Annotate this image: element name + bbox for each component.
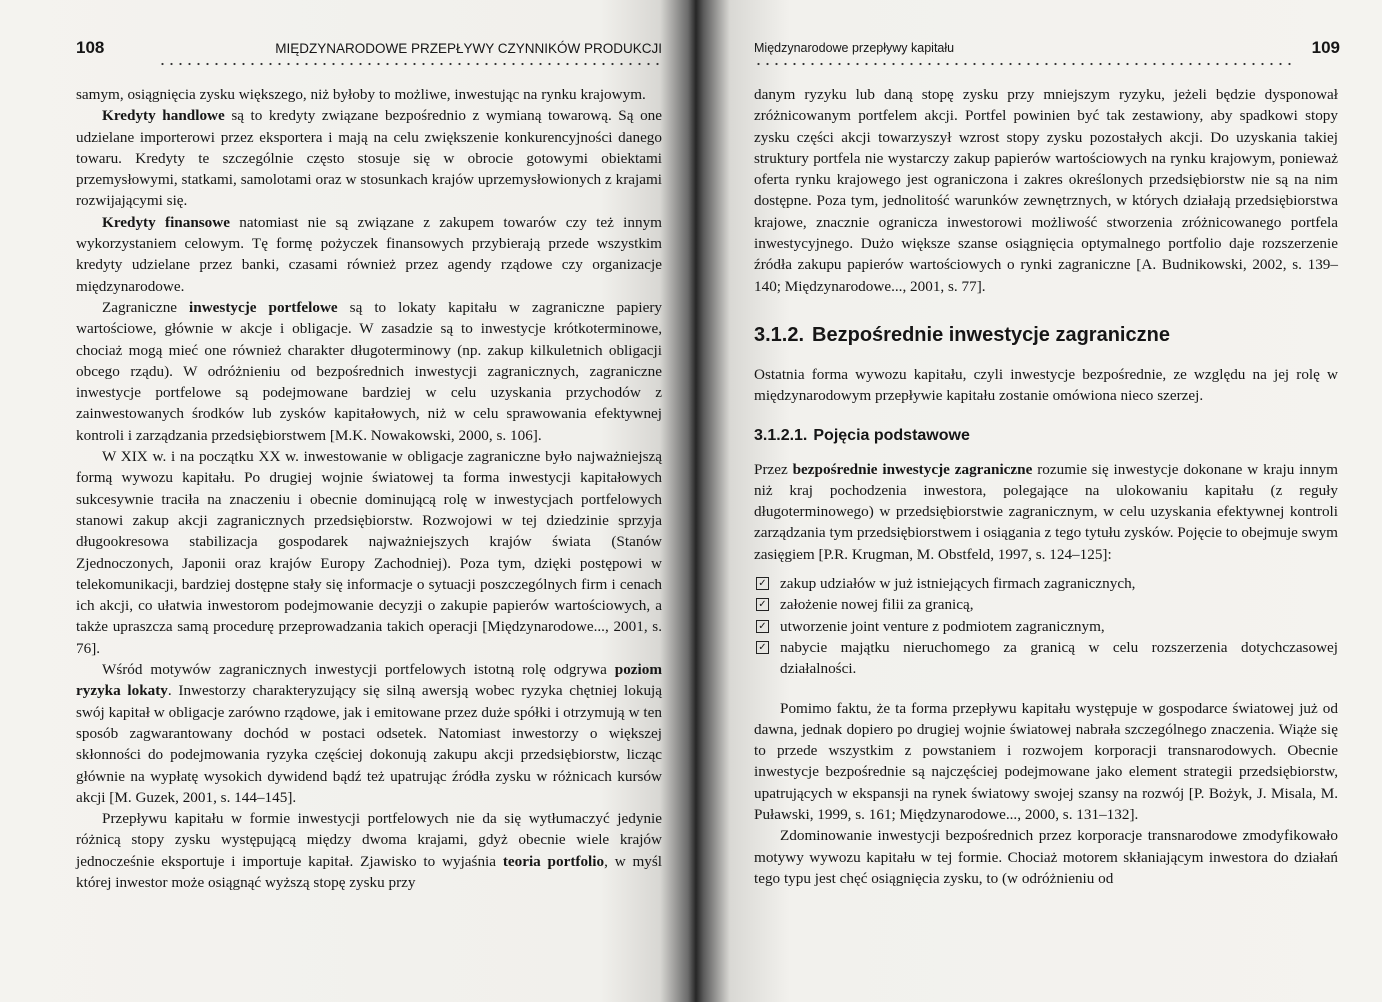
paragraph: Pomimo faktu, że ta forma przepływu kapitału występuje w gospodarce światowej już od dawna, jednak dopiero po drugiej wojnie światowej nabrała szczególnego znaczenia. Wiąże się to przede wszystkim z powstaniem i rozwojem korporacji transnarodowych. Obecnie inwestycje bezpośrednie są najczęściej podejmowane jako element strategii przedsiębiorstw, upatrujących w ekspansji na rynek światowy swojej szansy na rozwój [P. Bożyk, J. Misala, M. Puławski, 1999, s. 161; Międzynarodowe..., 2000, s. 131–132]. <box>754 699 1338 824</box>
right-page-header <box>754 38 1340 60</box>
left-page-body <box>76 84 662 893</box>
bold-term: Kredyty handlowe <box>102 107 225 125</box>
checkbox-icon: ✓ <box>756 598 769 611</box>
left-page-header <box>76 38 662 60</box>
right-page-body <box>754 84 1338 889</box>
paragraph: danym ryzyku lub daną stopę zysku przy mniejszym ryzyku, jeżeli będzie dysponował zróżnicowanym portfelem akcji. Portfel powinien być tak zestawiony, aby spadkowi stopy zysku części akcji towarzyszył wzrost stopy zysku pozostałych akcji. Do uzyskania takiej struktury portfela nie wystarczy zakup papierów wartościowych na rynku krajowym, ponieważ oferta rynku krajowego jest ograniczona i zakres określonych przedsiębiorstw nie są na nim dostępne. Poza tym, jednolitość warunków zewnętrznych, w których działają przedsiębiorstwa krajowe, znacznie ogranicza inwestorowi możliwość stworzenia zróżnicowanego portfela inwestycyjnego. Dużo większe szanse osiągnięcia optymalnego portfolio daje rozszerzenie źródła zakupu papierów wartościowych o rynki zagraniczne [A. Budnikowski, 2002, s. 139–140; Międzynarodowe..., 2001, s. 77]. <box>754 86 1338 295</box>
list-item: ✓ nabycie majątku nieruchomego za granicą w celu rozszerzenia dotychczasowej działalności. <box>754 637 1338 680</box>
bold-term: Kredyty finansowe <box>102 213 230 231</box>
paragraph: Ostatnia forma wywozu kapitału, czyli inwestycje bezpośrednie, ze względu na jej rolę w międzynarodowym przepływie kapitału zostanie omówiona nieco szerzej. <box>754 365 1338 405</box>
paragraph: Przepływu kapitału w formie inwestycji portfelowych nie da się wytłumaczyć jedynie różnicą stopy zysku występującą między dwoma krajami, gdyż obecnie wiele krajów jednocześnie eksportuje i importuje kapitał. Zjawisko to wyjaśnia teoria portfolio, w myśl której inwestor może osiągnąć wyższą stopę zysku przy <box>76 810 662 891</box>
definition-paragraph: Przez bezpośrednie inwestycje zagraniczne rozumie się inwestycje dokonane w kraju innym niż kraj pochodzenia inwestora, polegające na ulokowaniu kapitału (z reguły długoterminowego) w przedsiębiorstwie zagranicznym, w celu uzyskania efektywnej kontroli zarządzania tym przedsiębiorstwem i osiągania z tego tytułu zysków. Pojęcie to obejmuje swym zasięgiem [P.R. Krugman, M. Obstfeld, 1997, s. 124–125]: <box>754 460 1338 563</box>
bold-term: poziom ryzyka lokaty <box>76 661 662 700</box>
paragraph: Wśród motywów zagranicznych inwestycji portfelowych istotną rolę odgrywa poziom ryzyka lokaty. Inwestorzy charakteryzujący się silną awersją wobec ryzyka chętniej lokują swój kapitał w obligacje zarówno rządowe, jak i emitowane przez duże spółki i otrzymują w ten sposób zagwarantowany dochód w postaci odsetek. Natomiast inwestorzy o większej skłonności do podejmowania ryzyka częściej dokonują zakupu akcji przedsiębiorstw, licząc głównie na wypłatę wysokich dywidend bądź też upatrując źródła zysku w różnicach kursów akcji [M. Guzek, 2001, s. 144–145]. <box>76 661 662 806</box>
running-title: Międzynarodowe przepływy kapitału <box>754 41 955 55</box>
bold-term: bezpośrednie inwestycje zagraniczne <box>792 460 1033 478</box>
page-number: 109 <box>1311 38 1340 57</box>
paragraph: Kredyty finansowe natomiast nie są związane z zakupem towarów czy też innym wykorzystaniem celowym. Tę formę pożyczek finansowych przybierają przede wszystkim kredyty udzielane przez banki, czasami również przez agendy rządowe czy organizacje międzynarodowe. <box>76 213 662 295</box>
paragraph: Kredyty handlowe są to kredyty związane bezpośrednio z wymianą towarową. Są one udzielane importerowi przez eksportera i mają na celu zwiększenie konkurencyjności danego towaru. Kredyty te szczególnie często stosuje się w obrocie gotowymi obiektami przemysłowymi, statkami, samolotami oraz w stosunkach krajów uprzemysłowionych z krajami rozwijającymi się. <box>76 107 662 210</box>
list-item: ✓ utworzenie joint venture z podmiotem zagranicznym, <box>754 616 1338 637</box>
dotted-rule <box>158 61 662 67</box>
list-item: ✓ zakup udziałów w już istniejących firmach zagranicznych, <box>754 573 1338 594</box>
paragraph: W XIX w. i na początku XX w. inwestowanie w obligacje zagraniczne było najważniejszą formą wywozu kapitału. Po drugiej wojnie światowej ta forma inwestycji kapitałowych sukcesywnie traciła na znaczeniu i obecnie dominującą rolę w inwestycjach portfelowych stanowi zakup akcji zagranicznych przedsiębiorstw. Rozwojowi w tej dziedzinie sprzyja długookresowa stabilizacja gospodarek najważniejszych krajów świata (Stanów Zjednoczonych, Japonii oraz krajów Europy Zachodniej). Poza tym, dzięki postępowi w telekomunikacji, bardziej dostępne stały się informacje o sytuacji poszczególnych firm i cenach ich akcji, co ułatwia inwestorom podejmowanie decyzji o zakupie papierów wartościowych, a także upraszcza samą procedurę przeprowadzania takich operacji [Międzynarodowe..., 2001, s. 76]. <box>76 448 662 657</box>
checkbox-icon: ✓ <box>756 620 769 633</box>
bold-term: inwestycje portfelowe <box>189 298 338 316</box>
paragraph: samym, osiągnięcia zysku większego, niż byłoby to możliwe, inwestując na rynku krajowym. <box>76 86 646 103</box>
subsection-heading: 3.1.2.1. Pojęcia podstawowe <box>754 426 970 444</box>
checkbox-icon: ✓ <box>756 641 769 654</box>
paragraph: Zagraniczne inwestycje portfelowe są to lokaty kapitału w zagraniczne papiery wartościowe, głównie w akcje i obligacje. W zasadzie są to inwestycje krótkoterminowe, chociaż mogą mieć one również charakter długoterminowy (np. zakup kilkuletnich obligacji obcego rządu). W odróżnieniu od bezpośrednich inwestycji zagranicznych, zagraniczne inwestycje portfelowe są podejmowane bardziej w celu uzyskania przychodów z zainwestowanych środków lub zysków kapitałowych, niż w celu sprawowania efektywnej kontroli i zarządzania przedsiębiorstwem [M.K. Nowakowski, 2000, s. 106]. <box>76 298 662 444</box>
right-page <box>700 0 1382 1002</box>
list-item: ✓ założenie nowej filii za granicą, <box>754 594 1338 615</box>
checkbox-icon: ✓ <box>756 577 769 590</box>
section-heading: 3.1.2. Bezpośrednie inwestycje zagraniczne <box>754 323 1170 346</box>
page-number: 108 <box>76 38 105 57</box>
bold-term: teoria portfolio <box>502 852 605 870</box>
checkbox-list <box>754 573 1338 679</box>
paragraph: Zdominowanie inwestycji bezpośrednich przez korporacje transnarodowe zmodyfikowało motywy wywozu kapitału w tej formie. Chociaż motorem skłaniającym inwestora do działań tego typu jest chęć osiągnięcia zysku, to (w odróżnieniu od <box>754 827 1338 887</box>
left-page <box>0 0 690 1002</box>
dotted-rule <box>754 61 1292 67</box>
running-title: MIĘDZYNARODOWE PRZEPŁYWY CZYNNIKÓW PRODUKCJI <box>275 41 662 56</box>
